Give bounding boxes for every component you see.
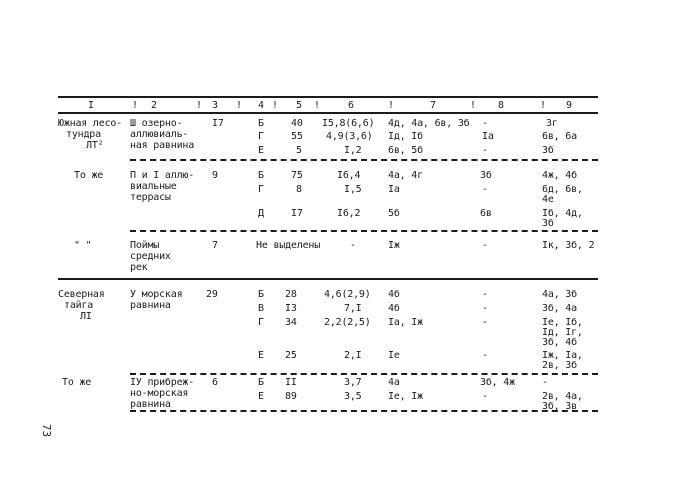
cell-c5: 25 xyxy=(285,350,297,361)
cell-c9: - xyxy=(542,377,548,388)
header-col-5: 5 xyxy=(296,100,303,111)
cell-c4: Г xyxy=(258,131,264,142)
relief-cell: равнина xyxy=(130,300,171,311)
header-col-2: 2 xyxy=(151,100,158,111)
cell-c8: - xyxy=(482,145,488,156)
cell-c6: 7,I xyxy=(344,303,362,314)
header-col-3: 3 xyxy=(212,100,219,111)
cell-c7: Iе xyxy=(388,350,400,361)
cell-c6: 2,I xyxy=(344,350,362,361)
header-col-4: 4 xyxy=(258,100,265,111)
cell-c9: Iж, Iа, xyxy=(542,350,583,361)
header-col-7: 7 xyxy=(430,100,437,111)
header-sep: ! xyxy=(470,100,477,111)
cell-c4: Г xyxy=(258,317,264,328)
header-col-6: 6 xyxy=(348,100,355,111)
cell-c4: Б xyxy=(258,289,264,300)
zone-cell: Северная xyxy=(58,289,105,300)
cell-c8: - xyxy=(482,240,488,251)
section-divider xyxy=(58,278,598,280)
cell-c9: 3б xyxy=(542,145,554,156)
zone-cell: тундра xyxy=(66,129,101,140)
cell-c7: Iа, Iж xyxy=(388,317,423,328)
cell-c4: Е xyxy=(258,350,264,361)
header-col-1: I xyxy=(88,100,95,111)
header-sep: ! xyxy=(236,100,243,111)
cell-c5: 8 xyxy=(296,184,302,195)
cell-c4: Б xyxy=(258,377,264,388)
header-sep: ! xyxy=(196,100,203,111)
cell-c9: 4ж, 4б xyxy=(542,170,577,181)
relief-cell: П и I аллю- xyxy=(130,170,195,181)
cell-c7: 4а xyxy=(388,377,400,388)
cell-c9: 3б, 3в xyxy=(542,401,577,412)
cell-c4: Г xyxy=(258,184,264,195)
relief-cell: равнина xyxy=(130,399,171,410)
header-bottom-rule xyxy=(58,112,598,114)
cell-c5: 34 xyxy=(285,317,297,328)
cell-c7: 4д, 4а, 6в, 3б xyxy=(388,118,470,129)
cell-c8: - xyxy=(482,118,488,129)
zone-cell: " " xyxy=(74,240,92,251)
cell-c4: Не выделены xyxy=(256,240,321,251)
cell-c5: I7 xyxy=(291,208,303,219)
zone-cell: ЛI xyxy=(80,311,92,322)
cell-c9: Iд, Iг, xyxy=(542,327,583,338)
row-divider xyxy=(130,159,598,161)
row-divider xyxy=(130,230,598,232)
cell-c5: 5 xyxy=(296,145,302,156)
zone-cell: То же xyxy=(62,377,92,388)
header-col-8: 8 xyxy=(498,100,505,111)
cell-c4: Е xyxy=(258,145,264,156)
count-cell: 7 xyxy=(212,240,218,251)
cell-c5: 55 xyxy=(291,131,303,142)
header-col-9: 9 xyxy=(566,100,573,111)
relief-cell: террасы xyxy=(130,192,171,203)
cell-c6: I6,2 xyxy=(337,208,361,219)
cell-c9: Iе, Iб, xyxy=(542,317,583,328)
cell-c4: Б xyxy=(258,170,264,181)
cell-c5: 75 xyxy=(291,170,303,181)
header-sep: ! xyxy=(540,100,547,111)
cell-c9: 3б, 4б xyxy=(542,337,577,348)
cell-c8: - xyxy=(482,289,488,300)
cell-c9: 3б xyxy=(542,218,554,229)
header-sep: ! xyxy=(132,100,139,111)
cell-c4: Б xyxy=(258,118,264,129)
cell-c5: 28 xyxy=(285,289,297,300)
cell-c9: Iк, 3б, 2 xyxy=(542,240,595,251)
relief-cell: рек xyxy=(130,262,148,273)
cell-c9: 2в, 4а, xyxy=(542,391,583,402)
cell-c9: Iб, 4д, xyxy=(542,208,583,219)
zone-cell: ЛТ² xyxy=(86,140,104,151)
cell-c9: 4а, 3б xyxy=(542,289,577,300)
page-number: 73 xyxy=(40,423,54,438)
cell-c8: Iа xyxy=(482,131,494,142)
cell-c8: 3б, 4ж xyxy=(480,377,515,388)
relief-cell: ная равнина xyxy=(130,140,195,151)
count-cell: 29 xyxy=(206,289,218,300)
zone-cell: Южная лесо- xyxy=(58,118,123,129)
relief-cell: но-морская xyxy=(130,388,189,399)
cell-c8: 6в xyxy=(480,208,492,219)
zone-cell: тайга xyxy=(64,300,94,311)
cell-c6: 3,7 xyxy=(344,377,362,388)
cell-c6: I,2 xyxy=(344,145,362,156)
cell-c7: 5б xyxy=(388,208,400,219)
relief-cell: IУ прибреж- xyxy=(130,377,195,388)
cell-c6: 4,9(3,6) xyxy=(326,131,373,142)
cell-c5: 40 xyxy=(291,118,303,129)
cell-c7: Iж xyxy=(388,240,400,251)
count-cell: 6 xyxy=(212,377,218,388)
cell-c5: 89 xyxy=(285,391,297,402)
cell-c6: 3,5 xyxy=(344,391,362,402)
cell-c4: Д xyxy=(258,208,264,219)
header-sep: ! xyxy=(314,100,321,111)
header-sep: ! xyxy=(272,100,279,111)
cell-c9: 6в, 6а xyxy=(542,131,577,142)
count-cell: I7 xyxy=(212,118,224,129)
cell-c7: Iа xyxy=(388,184,400,195)
relief-cell: Ш озерно- xyxy=(130,118,183,129)
cell-c8: - xyxy=(482,303,488,314)
cell-c8: - xyxy=(482,184,488,195)
relief-cell: виальные xyxy=(130,181,177,192)
relief-cell: Поймы xyxy=(130,240,160,251)
cell-c6: 2,2(2,5) xyxy=(324,317,371,328)
cell-c7: Iд, Iб xyxy=(388,131,423,142)
relief-cell: У морская xyxy=(130,289,183,300)
cell-c8: - xyxy=(482,350,488,361)
cell-c8: - xyxy=(482,391,488,402)
cell-c9: 6д, 6в, xyxy=(542,184,583,195)
header-sep: ! xyxy=(388,100,395,111)
cell-c6: - xyxy=(350,240,356,251)
cell-c9: 4е xyxy=(542,194,554,205)
cell-c9: 3г xyxy=(546,118,558,129)
cell-c7: 6в, 5б xyxy=(388,145,423,156)
cell-c4: В xyxy=(258,303,264,314)
row-divider xyxy=(130,373,598,375)
cell-c9: 2в, 3б xyxy=(542,360,577,371)
cell-c4: Е xyxy=(258,391,264,402)
cell-c6: I5,8(6,6) xyxy=(322,118,375,129)
cell-c7: 4б xyxy=(388,289,400,300)
cell-c6: I6,4 xyxy=(337,170,361,181)
count-cell: 9 xyxy=(212,170,218,181)
cell-c8: 3б xyxy=(480,170,492,181)
cell-c5: I3 xyxy=(285,303,297,314)
cell-c7: 4б xyxy=(388,303,400,314)
relief-cell: средних xyxy=(130,251,171,262)
table-bottom-rule xyxy=(130,410,598,412)
relief-cell: аллювиаль- xyxy=(130,129,189,140)
cell-c8: - xyxy=(482,317,488,328)
cell-c9: 3б, 4а xyxy=(542,303,577,314)
cell-c5: II xyxy=(285,377,297,388)
table-top-rule xyxy=(58,96,598,98)
cell-c6: I,5 xyxy=(344,184,362,195)
cell-c6: 4,6(2,9) xyxy=(324,289,371,300)
cell-c7: 4а, 4г xyxy=(388,170,423,181)
zone-cell: То же xyxy=(74,170,104,181)
cell-c7: Iе, Iж xyxy=(388,391,423,402)
